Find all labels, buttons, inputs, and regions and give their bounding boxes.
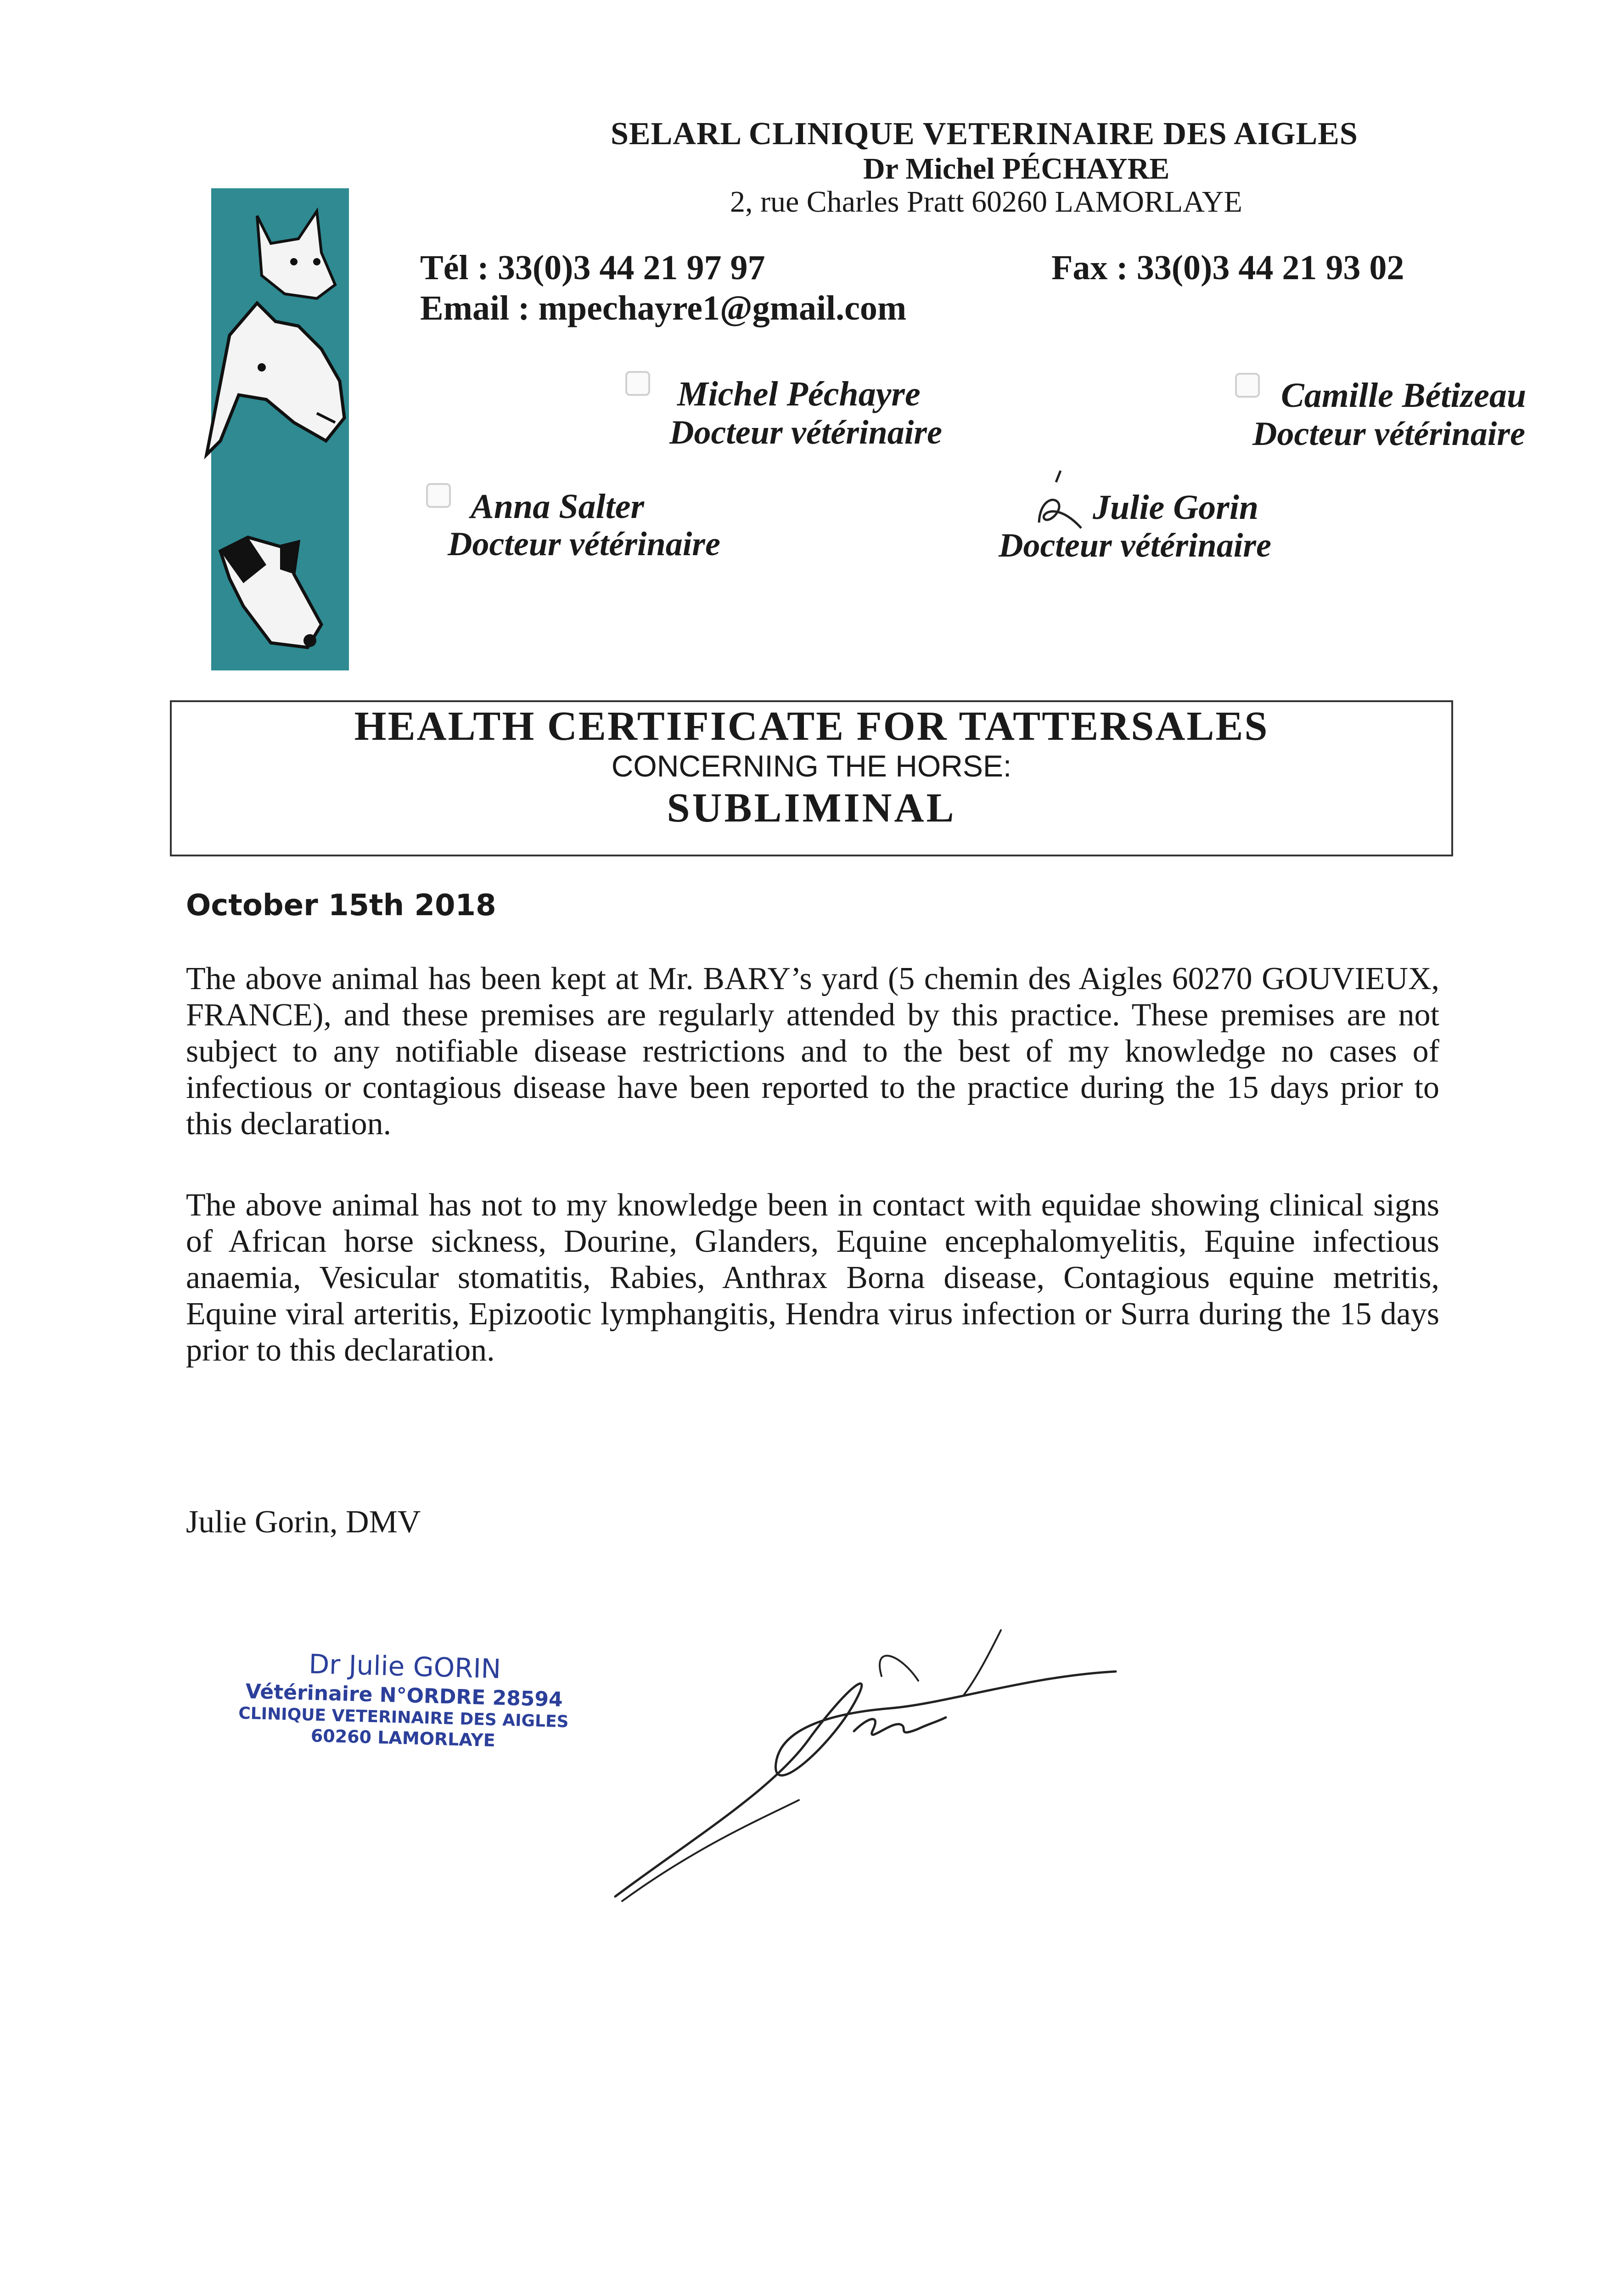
clinic-name: SELARL CLINIQUE VETERINAIRE DES AIGLES [611,116,1358,152]
vet-name-camille: Camille Bétizeau [1281,376,1527,415]
vet-checkbox-camille[interactable] [1235,373,1260,398]
clinic-logo [202,184,358,675]
contact-paragraph: The above animal has not to my knowledge been in contact with equidae showing clinical signs of African horse sickness, Dourine, Glanders, Equine encephalomyelitis, Equine infectious anaemia, Vesicular stomatitis, Rabies, Anthrax Borna disease, Contagious equine metritis, Equine viral arteritis, Epizootic lymphangitis, Hendra virus infection or Surra during the 15 days prior to this declaration. [186,1187,1439,1368]
horse-name: SUBLIMINAL [667,785,956,831]
stamp-city: 60260 LAMORLAYE [310,1725,496,1751]
vet-title-anna: Docteur vétérinaire [448,525,720,563]
doctor-name: Dr Michel PÉCHAYRE [863,152,1170,186]
vet-title-michel: Docteur vétérinaire [669,414,942,451]
vet-title-julie: Docteur vétérinaire [999,527,1271,564]
vet-check-mark-julie [1035,468,1086,533]
certificate-date: October 15th 2018 [186,889,496,923]
vet-name-anna: Anna Salter [471,487,645,526]
stamp-doctor-name: Dr Julie GORIN [308,1648,501,1685]
vet-checkbox-anna[interactable] [426,483,451,508]
vet-name-julie: Julie Gorin [1093,488,1259,527]
phone-number: Tél : 33(0)3 44 21 97 97 [420,248,765,287]
signatory-name: Julie Gorin, DMV [186,1504,421,1540]
fax-number: Fax : 33(0)3 44 21 93 02 [1051,248,1404,287]
veterinary-stamp [237,1647,570,1753]
email-address: Email : mpechayre1@gmail.com [420,289,907,327]
stamp-clinic: CLINIQUE VETERINAIRE DES AIGLES [238,1704,569,1732]
certificate-title: HEALTH CERTIFICATE FOR TATTERSALES [354,703,1269,749]
stamp-registration: Vétérinaire N°ORDRE 28594 [245,1679,563,1712]
vet-checkbox-michel[interactable] [625,371,650,396]
handwritten-signature [597,1626,1139,1910]
vet-title-camille: Docteur vétérinaire [1252,415,1525,453]
clinic-address: 2, rue Charles Pratt 60260 LAMORLAYE [730,185,1242,219]
vet-name-michel: Michel Péchayre [677,375,921,413]
certificate-subtitle: CONCERNING THE HORSE: [611,749,1012,783]
premises-paragraph: The above animal has been kept at Mr. BARY’s yard (5 chemin des Aigles 60270 GOUVIEUX, FRANCE), and these premises are regularly attended by this practice. These premises are not subject to any notifiable disease restrictions and to the best of my knowledge no cases of infectious or contagious disease have been reported to the practice during the 15 days prior to this declaration. [186,961,1439,1142]
